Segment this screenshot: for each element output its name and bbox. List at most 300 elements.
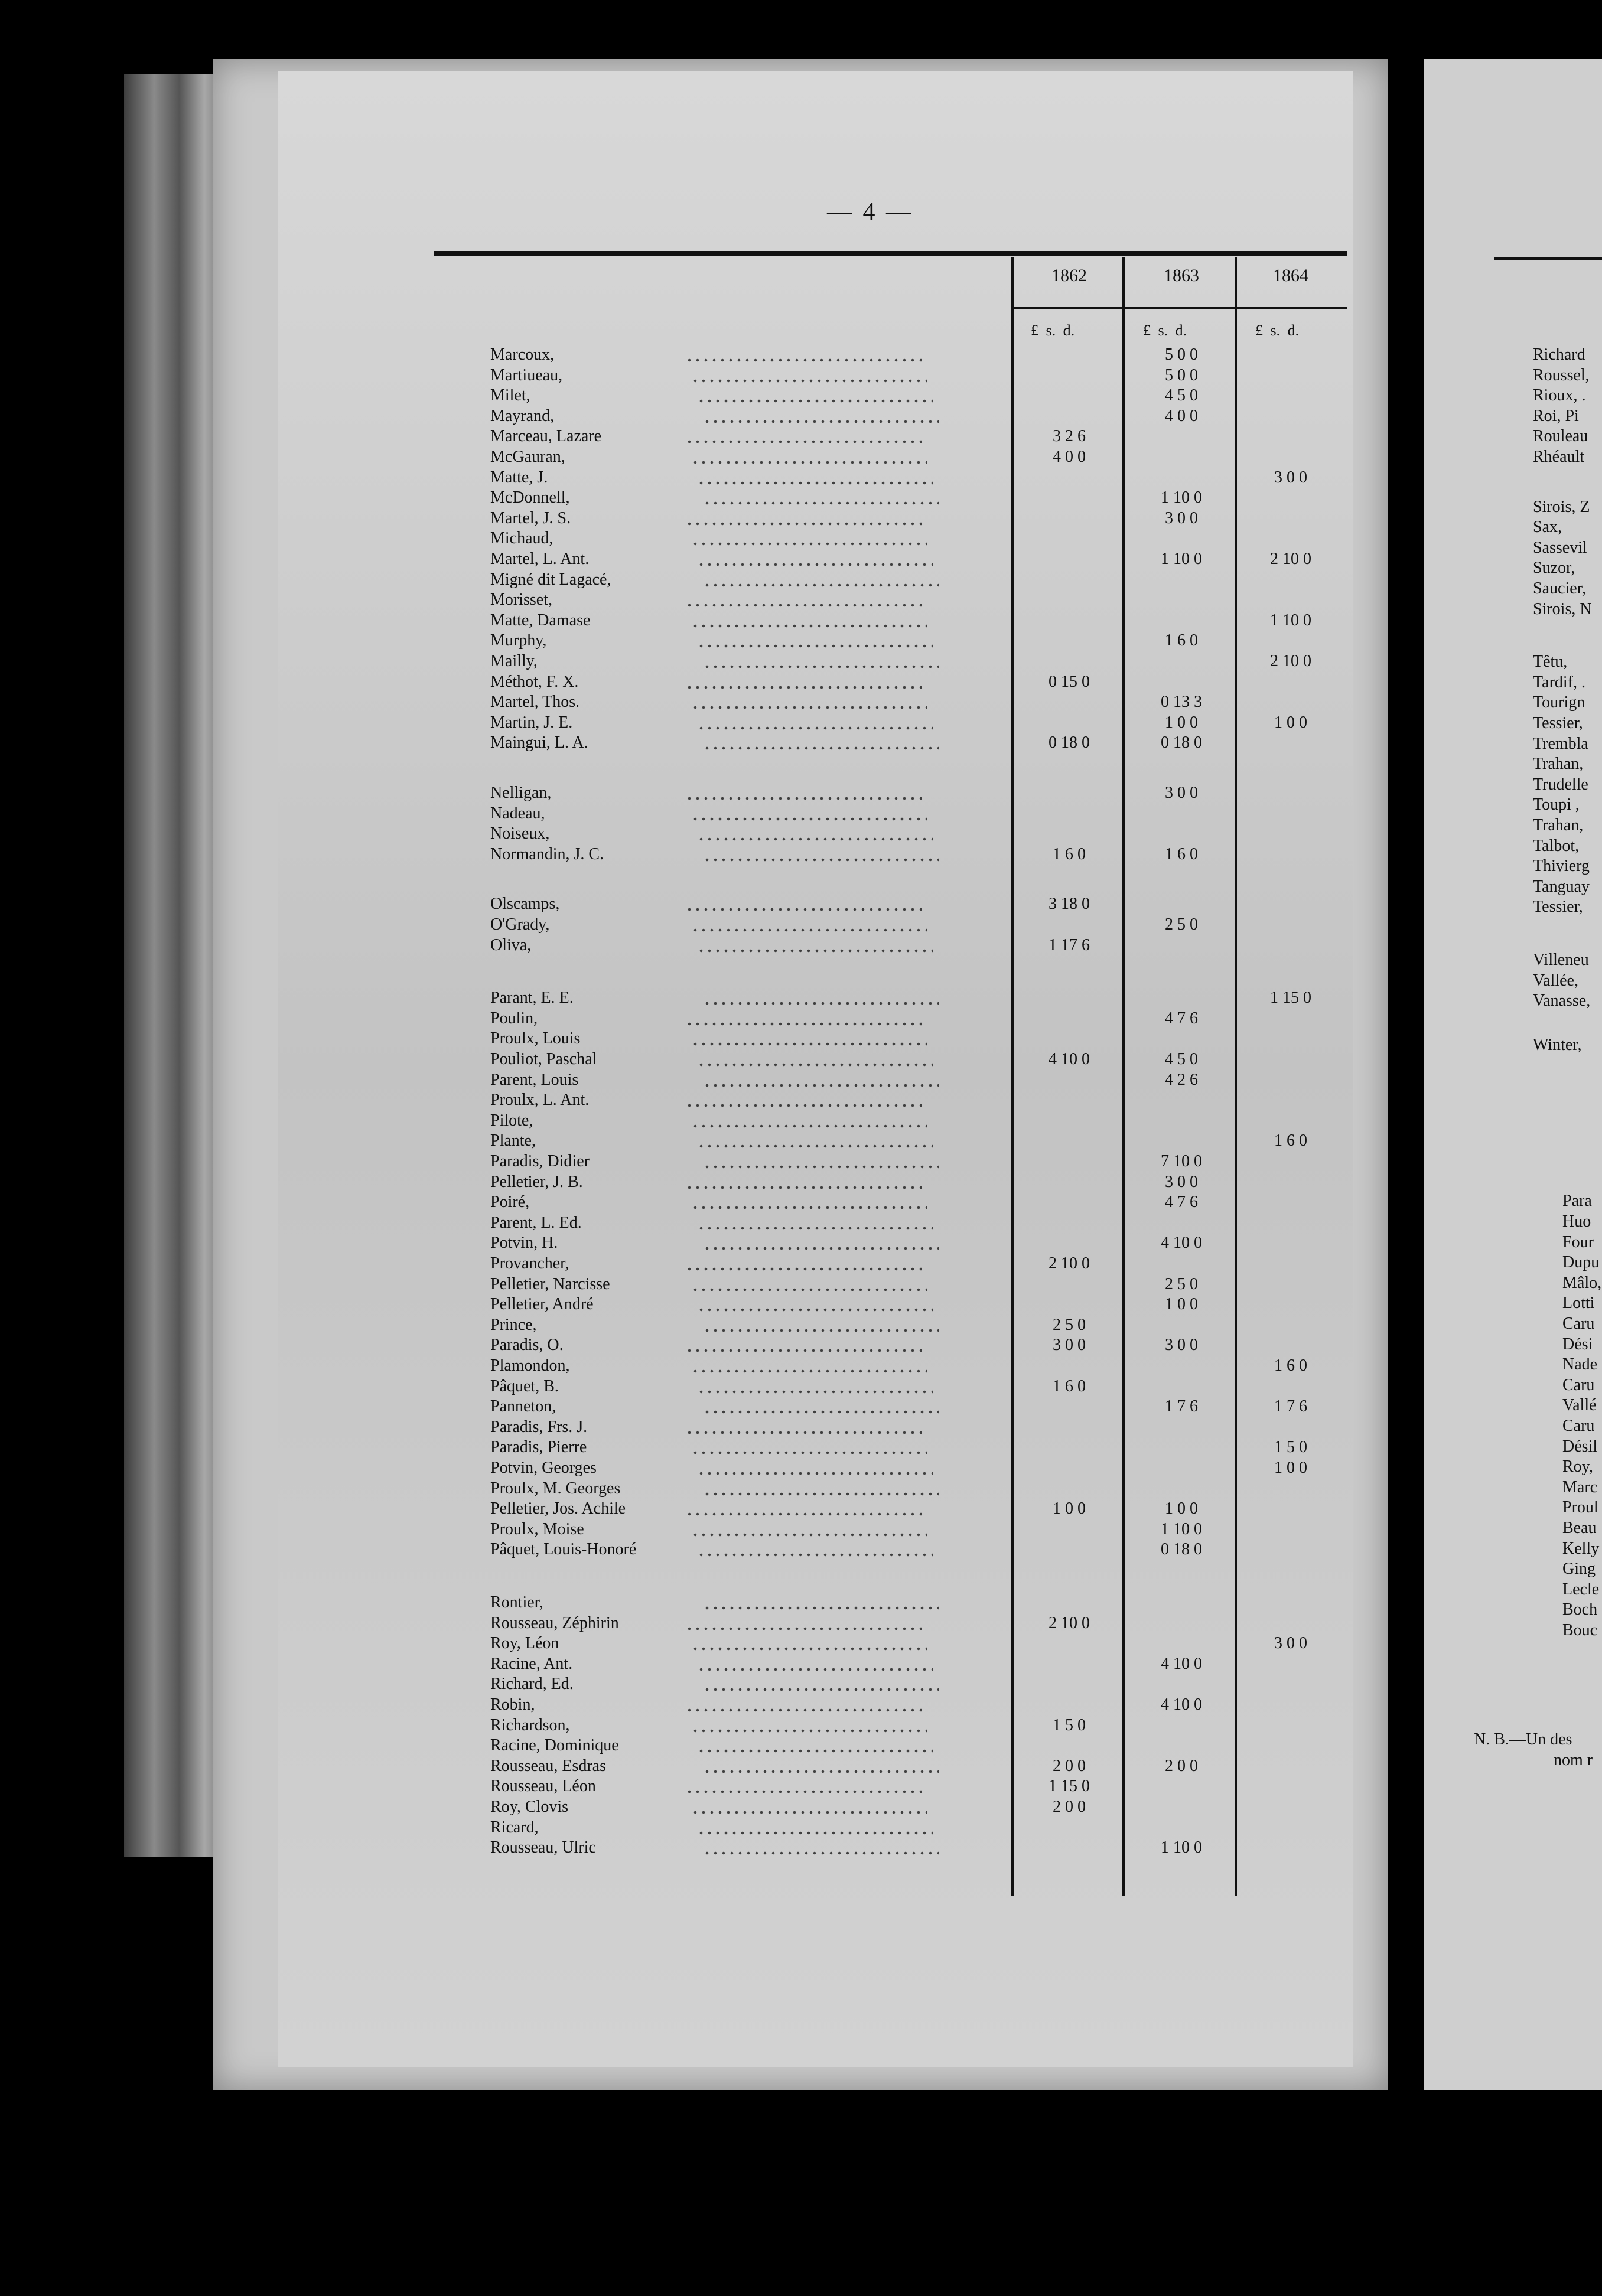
subscriber-name: Oliva, [490,935,532,954]
table-row [490,570,1365,592]
facing-page-name: Thivierg [1533,857,1590,876]
subscriber-name: Pâquet, B. [490,1377,559,1395]
leader-dots [697,1668,933,1671]
table-row [490,1275,1365,1296]
amount-1863: 1 10 0 [1161,550,1202,568]
leader-dots [697,1831,933,1835]
leader-dots [703,1165,939,1169]
leader-dots [703,858,939,862]
leader-dots [691,1729,927,1733]
table-row [490,407,1365,428]
facing-page-name: Tardif, . [1533,673,1586,692]
amount-1862: 2 0 0 [1053,1798,1086,1816]
amount-1863: 3 0 0 [1165,1336,1198,1355]
leader-dots [703,1247,939,1250]
leader-dots [697,726,933,730]
amount-1863: 1 10 0 [1161,488,1202,507]
leader-dots [697,837,933,841]
facing-page-name: Mâlo, [1562,1273,1602,1292]
amount-1863: 1 0 0 [1165,1295,1198,1314]
book-page-edges [124,74,224,1857]
leader-dots [691,461,927,464]
amount-1864: 3 0 0 [1274,468,1307,487]
amount-1862: 3 0 0 [1053,1336,1086,1355]
facing-page-name: Lotti [1562,1294,1595,1313]
facing-page-name: Marc [1562,1478,1598,1496]
table-row [490,1377,1365,1398]
amount-1863: 4 0 0 [1165,406,1198,425]
leader-dots [697,1749,933,1753]
subscriber-name: Migné dit Lagacé, [490,570,611,589]
facing-page-name: Sax, [1533,518,1562,537]
subscriber-name: Nadeau, [490,804,545,823]
subscriber-name: Poulin, [490,1009,538,1028]
amount-1864: 1 0 0 [1274,1459,1307,1477]
amount-1863: 1 0 0 [1165,713,1198,732]
leader-dots [703,1410,939,1414]
table-row [490,1757,1365,1778]
facing-page-name: Para [1562,1192,1592,1211]
leader-dots [697,399,933,403]
amount-1862: 4 0 0 [1053,448,1086,466]
leader-dots [703,1084,939,1087]
table-row [490,591,1365,612]
table-row [490,345,1365,367]
leader-dots [703,583,939,587]
subscriber-name: Mayrand, [490,406,555,425]
amount-1864: 1 5 0 [1274,1438,1307,1457]
facing-page-name: Huo [1562,1212,1591,1231]
subscriber-name: Proulx, Louis [490,1029,581,1048]
facing-page-name: Trahan, [1533,755,1584,774]
table-row [490,386,1365,407]
facing-page-name: Rouleau [1533,427,1588,446]
table-row [490,509,1365,530]
table-row [490,1029,1365,1051]
amount-1862: 2 0 0 [1053,1756,1086,1775]
amount-1862: 3 18 0 [1049,895,1090,914]
leader-dots [691,1811,927,1814]
table-row [490,1479,1365,1501]
facing-page-name: Ging [1562,1560,1596,1578]
subscriber-name: Pelletier, André [490,1295,594,1314]
facing-page-name: Rhéault [1533,448,1585,466]
table-row [490,488,1365,510]
facing-page-name: Boch [1562,1600,1598,1619]
facing-page-name: Saucier, [1533,579,1586,598]
facing-page-name: Sirois, N [1533,599,1592,618]
table-row [490,1050,1365,1071]
amount-1863: 1 0 0 [1165,1499,1198,1518]
leader-dots [685,1267,922,1271]
leader-dots [691,928,927,932]
table-row [490,845,1365,866]
amount-1863: 1 10 0 [1161,1519,1202,1538]
amount-1863: 0 18 0 [1161,733,1202,752]
subscriber-name: Potvin, Georges [490,1459,597,1477]
facing-page-name: Kelly [1562,1539,1600,1558]
leader-dots [691,1206,927,1209]
facing-page-name: Désil [1562,1437,1598,1456]
leader-dots [685,1349,922,1352]
subscriber-name: Roy, Léon [490,1634,559,1653]
subscriber-name: Paradis, Pierre [490,1438,587,1457]
facing-page-name: Trahan, [1533,816,1584,834]
amount-1863: 4 10 0 [1161,1695,1202,1714]
amount-1863: 1 10 0 [1161,1838,1202,1857]
subscriber-name: Méthot, F. X. [490,672,579,691]
amount-1864: 3 0 0 [1274,1634,1307,1653]
table-row [490,733,1365,755]
amount-1862: 1 15 0 [1049,1777,1090,1796]
subscriber-name: Richard, Ed. [490,1675,574,1694]
subscriber-name: Milet, [490,386,530,405]
leader-dots [685,358,922,362]
amount-1863: 2 0 0 [1165,1756,1198,1775]
leader-dots [691,624,927,628]
subscriber-name: Martel, Thos. [490,693,580,712]
subscriber-name: Paradis, Didier [490,1152,590,1170]
table-row [490,713,1365,735]
leader-dots [691,1124,927,1128]
amount-1863: 4 7 6 [1165,1009,1198,1028]
leader-dots [697,949,933,953]
amount-1864: 1 15 0 [1270,989,1311,1007]
facing-page-rule [1494,257,1602,260]
table-row [490,1111,1365,1133]
subscriber-name: Martin, J. E. [490,713,573,732]
amount-1864: 1 0 0 [1274,713,1307,732]
facing-page-name: Vallé [1562,1396,1597,1415]
subscriber-name: Plamondon, [490,1356,570,1375]
amount-1862: 1 17 6 [1049,935,1090,954]
table-row [490,1131,1365,1153]
leader-dots [703,746,939,750]
table-row [490,1675,1365,1696]
amount-1863: 1 6 0 [1165,631,1198,650]
table-row [490,468,1365,490]
subscriber-name: Nelligan, [490,784,552,802]
table-row [490,1316,1365,1337]
facing-page-name: Lecle [1562,1580,1600,1599]
facing-page-name: Tessier, [1533,714,1583,732]
subscriber-name: Rousseau, Esdras [490,1756,606,1775]
leader-dots [685,522,922,526]
table-row [490,673,1365,694]
amount-1864: 1 6 0 [1274,1131,1307,1150]
subscriber-name: Potvin, H. [490,1234,558,1253]
leader-dots [685,604,922,607]
leader-dots [703,501,939,505]
leader-dots [691,706,927,709]
leader-dots [691,379,927,383]
subscriber-name: McGauran, [490,448,565,466]
table-row [490,804,1365,826]
facing-page-name: Rioux, . [1533,386,1586,405]
amount-1863: 5 0 0 [1165,345,1198,364]
facing-page-name: Vallée, [1533,971,1578,990]
leader-dots [703,1770,939,1773]
table-row [490,1634,1365,1655]
table-row [490,1540,1365,1561]
amount-1864: 2 10 0 [1270,652,1311,670]
subscriber-name: Pilote, [490,1111,533,1130]
subscriber-name: Marceau, Lazare [490,427,602,446]
unit-header-1862: £ s. d. [1031,322,1075,339]
facing-page-name: Caru [1562,1417,1595,1435]
subscriber-name: Martiueau, [490,366,563,384]
subscriber-name: Proulx, L. Ant. [490,1091,590,1110]
leader-dots [703,1851,939,1855]
table-row [490,1777,1365,1798]
table-row [490,1173,1365,1194]
leader-dots [685,686,922,689]
leader-dots [685,1186,922,1189]
leader-dots [697,1063,933,1067]
table-row [490,824,1365,846]
leader-dots [697,1472,933,1475]
table-row [490,1499,1365,1521]
subscriber-name: Murphy, [490,631,547,650]
subscriber-name: Parent, L. Ed. [490,1213,582,1232]
subscriber-name: Parant, E. E. [490,989,574,1007]
table-row [490,1397,1365,1418]
table-row [490,1091,1365,1112]
amount-1863: 4 5 0 [1165,1050,1198,1068]
table-row [490,1798,1365,1819]
leader-dots [703,1329,939,1332]
table-row [490,1818,1365,1840]
table-row [490,1593,1365,1615]
table-row [490,1152,1365,1173]
leader-dots [685,1104,922,1107]
table-row [490,1234,1365,1255]
subscriber-name: Pelletier, Narcisse [490,1274,610,1293]
subscriber-name: Paradis, O. [490,1336,564,1355]
subscriber-name: Matte, J. [490,468,548,487]
facing-page-name: Trudelle [1533,775,1588,794]
table-top-rule [434,251,1347,256]
subscriber-name: Martel, L. Ant. [490,550,590,568]
table-row [490,631,1365,653]
leader-dots [703,1492,939,1496]
amount-1862: 2 10 0 [1049,1613,1090,1632]
subscriber-name: Richardson, [490,1716,570,1734]
facing-page-name: Toupi , [1533,795,1580,814]
table-row [490,989,1365,1010]
header-underline [1011,307,1347,309]
unit-header-1864: £ s. d. [1255,322,1300,339]
leader-dots [685,1431,922,1434]
leader-dots [685,1627,922,1630]
amount-1862: 3 2 6 [1053,427,1086,446]
leader-dots [697,1144,933,1148]
table-row [490,1736,1365,1757]
facing-page-name: Sassevil [1533,538,1587,557]
amount-1862: 4 10 0 [1049,1050,1090,1068]
table-row [490,448,1365,469]
table-row [490,529,1365,550]
subscriber-name: Pelletier, J. B. [490,1172,583,1191]
leader-dots [703,665,939,668]
subscriber-name: Rousseau, Léon [490,1777,596,1796]
subscriber-name: Morisset, [490,591,552,609]
table-row [490,1071,1365,1092]
table-row [490,1009,1365,1030]
facing-page-name: Proul [1562,1498,1598,1517]
amount-1863: 1 6 0 [1165,844,1198,863]
table-row [490,784,1365,805]
amount-1863: 4 5 0 [1165,386,1198,405]
table-row [490,550,1365,571]
table-row [490,1520,1365,1541]
amount-1862: 1 6 0 [1053,1377,1086,1395]
facing-page-name: Sirois, Z [1533,497,1590,516]
leader-dots [685,1022,922,1026]
subscriber-name: Roy, Clovis [490,1798,568,1816]
subscriber-name: Martel, J. S. [490,508,571,527]
amount-1863: 5 0 0 [1165,366,1198,384]
facing-page-name: Caru [1562,1315,1595,1333]
facing-page-name: Caru [1562,1375,1595,1394]
table-row [490,1214,1365,1235]
header-year-1863: 1863 [1164,266,1199,285]
leader-dots [697,1227,933,1230]
facing-page-name: Richard [1533,345,1585,364]
leader-dots [703,420,939,423]
facing-page-name: Roy, [1562,1457,1593,1476]
subscriber-name: Rousseau, Ulric [490,1838,596,1857]
leader-dots [697,481,933,485]
amount-1863: 0 13 3 [1161,693,1202,712]
facing-page-name: Roussel, [1533,366,1590,384]
facing-page-name: Trembla [1533,734,1588,753]
leader-dots [691,1451,927,1454]
subscriber-name: Olscamps, [490,895,560,914]
leader-dots [691,1647,927,1651]
unit-header-1863: £ s. d. [1143,322,1187,339]
leader-dots [697,1390,933,1394]
facing-page-name: Nade [1562,1355,1598,1374]
leader-dots [697,644,933,648]
amount-1864: 1 10 0 [1270,611,1311,630]
subscriber-name: Matte, Damase [490,611,591,630]
leader-dots [691,1288,927,1292]
subscriber-name: Normandin, J. C. [490,844,604,863]
table-row [490,936,1365,957]
header-year-1862: 1862 [1051,266,1087,285]
amount-1863: 7 10 0 [1161,1152,1202,1170]
table-row [490,1695,1365,1717]
table-row [490,427,1365,448]
facing-page-name: Vanasse, [1533,992,1591,1010]
amount-1863: 4 7 6 [1165,1193,1198,1212]
subscriber-name: O'Grady, [490,915,550,934]
table-row [490,895,1365,916]
amount-1863: 2 5 0 [1165,1274,1198,1293]
subscriber-name: McDonnell, [490,488,570,507]
leader-dots [685,1512,922,1516]
table-row [490,1295,1365,1316]
subscriber-name: Pâquet, Louis-Honoré [490,1540,637,1559]
amount-1863: 1 7 6 [1165,1397,1198,1416]
amount-1864: 1 7 6 [1274,1397,1307,1416]
footnote-line-1: N. B.—Un des [1474,1730,1572,1749]
amount-1862: 1 0 0 [1053,1499,1086,1518]
facing-page-name: Dupu [1562,1253,1600,1272]
leader-dots [697,1308,933,1312]
facing-page-name: Suzor, [1533,559,1575,578]
amount-1862: 2 10 0 [1049,1254,1090,1273]
facing-page-name: Bouc [1562,1621,1598,1639]
subscriber-name: Noiseux, [490,824,550,843]
amount-1863: 3 0 0 [1165,784,1198,802]
amount-1862: 1 5 0 [1053,1716,1086,1734]
leader-dots [685,797,922,800]
subscriber-name: Mailly, [490,652,538,670]
amount-1864: 2 10 0 [1270,550,1311,568]
subscriber-name: Robin, [490,1695,535,1714]
facing-page-name: Têtu, [1533,653,1568,671]
table-row [490,915,1365,937]
subscriber-name: Provancher, [490,1254,569,1273]
subscriber-name: Rontier, [490,1593,543,1612]
subscriber-name: Proulx, Moise [490,1519,584,1538]
amount-1862: 2 5 0 [1053,1315,1086,1334]
table-row [490,652,1365,673]
subscriber-name: Michaud, [490,529,553,548]
subscriber-name: Panneton, [490,1397,556,1416]
subscriber-name: Paradis, Frs. J. [490,1417,588,1436]
subscriber-name: Racine, Ant. [490,1654,573,1673]
leader-dots [691,817,927,821]
amount-1864: 1 6 0 [1274,1356,1307,1375]
subscriber-name: Racine, Dominique [490,1736,619,1755]
subscriber-name: Proulx, M. Georges [490,1479,621,1498]
footnote-line-2: nom r [1554,1751,1593,1769]
table-row [490,1418,1365,1439]
facing-page-name: Talbot, [1533,836,1580,855]
facing-page-name: Roi, Pi [1533,406,1579,425]
leader-dots [703,1688,939,1691]
subscriber-name: Plante, [490,1131,536,1150]
table-row [490,1614,1365,1635]
table-row [490,366,1365,387]
leader-dots [685,440,922,443]
subscriber-name: Pelletier, Jos. Achile [490,1499,626,1518]
table-row [490,1716,1365,1737]
subscriber-name: Marcoux, [490,345,555,364]
page-number: — 4 — [827,198,913,226]
leader-dots [685,1708,922,1712]
leader-dots [685,908,922,911]
table-row [490,1438,1365,1459]
table-row [490,1838,1365,1860]
facing-page-name: Tanguay [1533,877,1590,896]
table-row [490,1459,1365,1480]
amount-1862: 0 15 0 [1049,672,1090,691]
amount-1863: 0 18 0 [1161,1540,1202,1559]
facing-page-name: Dési [1562,1335,1593,1354]
facing-page-name: Villeneu [1533,951,1589,969]
leader-dots [697,563,933,566]
facing-page-name: Tessier, [1533,898,1583,917]
header-year-1864: 1864 [1273,266,1308,285]
subscriber-name: Parent, Louis [490,1070,579,1089]
facing-page-name: Winter, [1533,1035,1582,1054]
leader-dots [703,1002,939,1005]
amount-1863: 3 0 0 [1165,508,1198,527]
